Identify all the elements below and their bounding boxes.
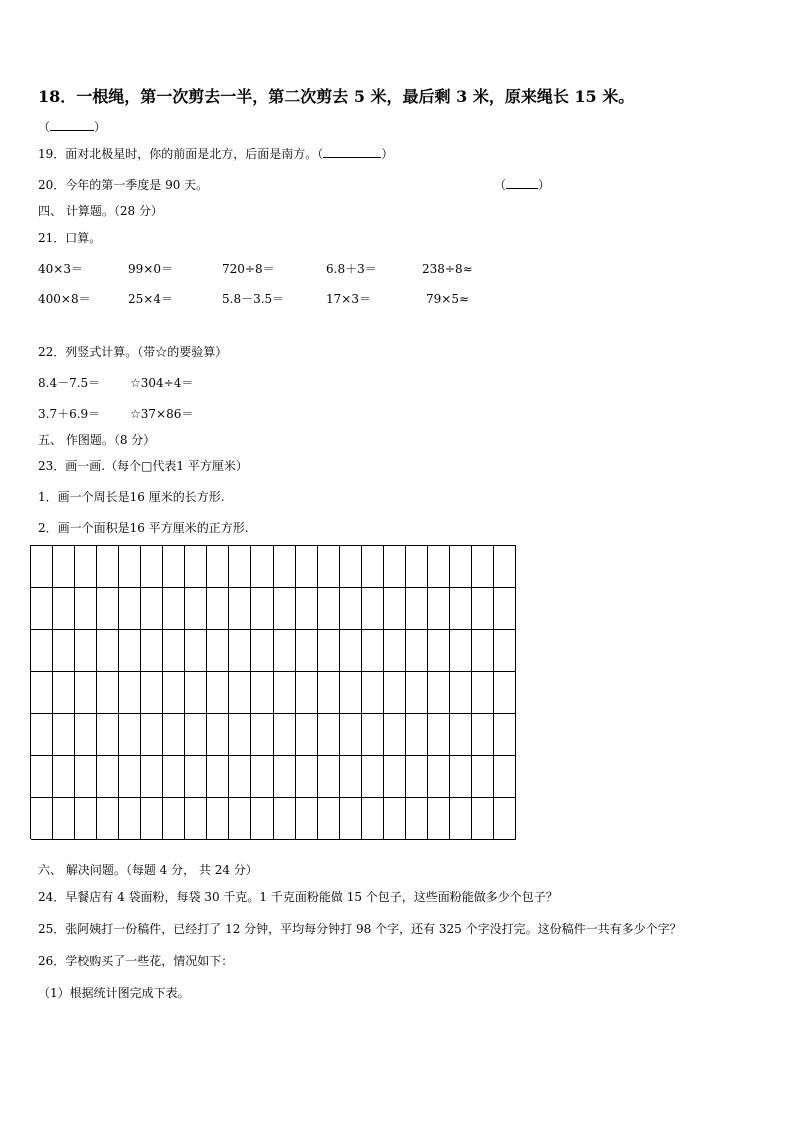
grid-square[interactable] bbox=[251, 714, 273, 756]
grid-square[interactable] bbox=[119, 588, 141, 630]
grid-square[interactable] bbox=[340, 672, 362, 714]
grid-square[interactable] bbox=[296, 546, 318, 588]
grid-square[interactable] bbox=[207, 714, 229, 756]
grid-square[interactable] bbox=[274, 630, 296, 672]
grid-square[interactable] bbox=[472, 546, 494, 588]
grid-square[interactable] bbox=[318, 546, 340, 588]
grid-square[interactable] bbox=[406, 714, 428, 756]
grid-square[interactable] bbox=[185, 588, 207, 630]
grid-square[interactable] bbox=[251, 630, 273, 672]
grid-row bbox=[31, 756, 516, 798]
question-23-item-2: 2．画一个面积是16 平方厘米的正方形. bbox=[38, 521, 249, 535]
grid-square[interactable] bbox=[362, 672, 384, 714]
answer-blank-20[interactable] bbox=[506, 177, 538, 189]
grid-square[interactable] bbox=[207, 672, 229, 714]
grid-square[interactable] bbox=[472, 588, 494, 630]
grid-square[interactable] bbox=[428, 714, 450, 756]
grid-square[interactable] bbox=[296, 588, 318, 630]
grid-square[interactable] bbox=[296, 756, 318, 798]
grid-square[interactable] bbox=[185, 546, 207, 588]
grid-square[interactable] bbox=[185, 714, 207, 756]
grid-square[interactable] bbox=[119, 714, 141, 756]
question-18-answer bbox=[38, 119, 106, 135]
grid-row bbox=[31, 714, 516, 756]
grid-square[interactable] bbox=[163, 756, 185, 798]
grid-square[interactable] bbox=[472, 630, 494, 672]
grid-square[interactable] bbox=[362, 588, 384, 630]
grid-square[interactable] bbox=[31, 546, 53, 588]
grid-square[interactable] bbox=[384, 756, 406, 798]
question-23-item-1: 1．画一个周长是16 厘米的长方形. bbox=[38, 490, 225, 504]
grid-square[interactable] bbox=[53, 714, 75, 756]
grid-square[interactable] bbox=[75, 630, 97, 672]
grid-square[interactable] bbox=[53, 588, 75, 630]
grid-square[interactable] bbox=[53, 756, 75, 798]
question-25-text: 25．张阿姨打一份稿件，已经打了 12 分钟，平均每分钟打 98 个字，还有 325 个字没打完。这份稿件一共有多少个字？ bbox=[38, 922, 682, 936]
grid-square[interactable] bbox=[75, 714, 97, 756]
grid-square[interactable] bbox=[340, 588, 362, 630]
grid-square[interactable] bbox=[31, 588, 53, 630]
grid-square[interactable] bbox=[406, 588, 428, 630]
grid-square[interactable] bbox=[384, 546, 406, 588]
grid-square[interactable] bbox=[428, 588, 450, 630]
grid-square[interactable] bbox=[428, 546, 450, 588]
grid-square[interactable] bbox=[53, 546, 75, 588]
grid-square[interactable] bbox=[494, 798, 516, 840]
grid-square[interactable] bbox=[494, 714, 516, 756]
grid-square[interactable] bbox=[97, 630, 119, 672]
grid-square[interactable] bbox=[428, 798, 450, 840]
question-20-text: 20．今年的第一季度是 90 天。 bbox=[38, 178, 209, 192]
grid-square[interactable] bbox=[406, 672, 428, 714]
oral-calc-item: 79×5≈ bbox=[426, 292, 470, 306]
grid-square[interactable] bbox=[97, 714, 119, 756]
question-19 bbox=[38, 146, 393, 162]
grid-square[interactable] bbox=[207, 798, 229, 840]
grid-square[interactable] bbox=[229, 714, 251, 756]
grid-square[interactable] bbox=[141, 798, 163, 840]
grid-square[interactable] bbox=[494, 546, 516, 588]
grid-square[interactable] bbox=[119, 798, 141, 840]
grid-square[interactable] bbox=[384, 630, 406, 672]
grid-square[interactable] bbox=[296, 798, 318, 840]
question-18-text: 18．一根绳，第一次剪去一半，第二次剪去 5 米，最后剩 3 米，原来绳长 15 米。 bbox=[38, 87, 635, 106]
question-23-title: 23．画一画.（每个□代表1 平方厘米） bbox=[38, 459, 248, 473]
grid-square[interactable] bbox=[494, 756, 516, 798]
grid-square[interactable] bbox=[141, 756, 163, 798]
grid-square[interactable] bbox=[97, 672, 119, 714]
grid-square[interactable] bbox=[318, 756, 340, 798]
grid-square[interactable] bbox=[31, 756, 53, 798]
grid-square[interactable] bbox=[119, 672, 141, 714]
grid-square[interactable] bbox=[53, 798, 75, 840]
grid-row bbox=[31, 798, 516, 840]
oral-calc-item: 25×4＝ bbox=[128, 292, 173, 306]
grid-square[interactable] bbox=[97, 588, 119, 630]
drawing-grid[interactable] bbox=[30, 545, 516, 839]
oral-calc-item: 6.8＋3＝ bbox=[326, 262, 377, 276]
grid-square[interactable] bbox=[340, 798, 362, 840]
oral-calc-item: 400×8＝ bbox=[38, 292, 91, 306]
grid-square[interactable] bbox=[119, 630, 141, 672]
paren-close: ） bbox=[538, 178, 551, 192]
grid-square[interactable] bbox=[428, 672, 450, 714]
grid-square[interactable] bbox=[362, 714, 384, 756]
grid-square[interactable] bbox=[119, 546, 141, 588]
grid-square[interactable] bbox=[406, 798, 428, 840]
grid-square[interactable] bbox=[75, 588, 97, 630]
grid-square[interactable] bbox=[406, 630, 428, 672]
question-24-text: 24．早餐店有 4 袋面粉，每袋 30 千克。1 千克面粉能做 15 个包子，这些面粉能做多少个包子？ bbox=[38, 890, 558, 904]
grid-square[interactable] bbox=[494, 588, 516, 630]
grid-square[interactable] bbox=[141, 546, 163, 588]
grid-square[interactable] bbox=[207, 588, 229, 630]
grid-square[interactable] bbox=[274, 588, 296, 630]
grid-square[interactable] bbox=[207, 546, 229, 588]
grid-square[interactable] bbox=[207, 756, 229, 798]
vertical-calc-item: 3.7＋6.9＝ bbox=[38, 407, 101, 421]
grid-square[interactable] bbox=[163, 798, 185, 840]
grid-row bbox=[31, 588, 516, 630]
grid-square[interactable] bbox=[318, 798, 340, 840]
grid-square[interactable] bbox=[97, 756, 119, 798]
question-26-sub-1: （1）根据统计图完成下表。 bbox=[38, 986, 190, 1000]
grid-row bbox=[31, 546, 516, 588]
grid-square[interactable] bbox=[185, 798, 207, 840]
grid-square[interactable] bbox=[163, 672, 185, 714]
grid-square[interactable] bbox=[141, 630, 163, 672]
grid-square[interactable] bbox=[141, 672, 163, 714]
grid-row bbox=[31, 630, 516, 672]
section-6-title: 六、 解决问题。（每题 4 分， 共 24 分） bbox=[38, 863, 258, 877]
question-21-title: 21．口算。 bbox=[38, 231, 102, 245]
grid-square[interactable] bbox=[251, 546, 273, 588]
vertical-calc-item: ☆37×86＝ bbox=[130, 407, 194, 421]
grid-square[interactable] bbox=[340, 756, 362, 798]
grid-square[interactable] bbox=[251, 756, 273, 798]
grid-square[interactable] bbox=[163, 714, 185, 756]
paren-close: ） bbox=[94, 120, 107, 134]
grid-square[interactable] bbox=[450, 588, 472, 630]
grid-square[interactable] bbox=[53, 672, 75, 714]
grid-square[interactable] bbox=[229, 546, 251, 588]
grid-square[interactable] bbox=[229, 588, 251, 630]
grid-square[interactable] bbox=[274, 756, 296, 798]
question-20-answer bbox=[494, 177, 550, 193]
grid-square[interactable] bbox=[362, 756, 384, 798]
grid-row bbox=[31, 672, 516, 714]
grid-square[interactable] bbox=[97, 798, 119, 840]
grid-square[interactable] bbox=[450, 798, 472, 840]
grid-square[interactable] bbox=[53, 630, 75, 672]
oral-calc-item: 720÷8＝ bbox=[222, 262, 275, 276]
oral-calc-item: 99×0＝ bbox=[128, 262, 173, 276]
grid-square[interactable] bbox=[318, 714, 340, 756]
grid-square[interactable] bbox=[75, 546, 97, 588]
grid-square[interactable] bbox=[141, 588, 163, 630]
section-5-title: 五、 作图题。（8 分） bbox=[38, 433, 156, 447]
grid-square[interactable] bbox=[450, 756, 472, 798]
grid-square[interactable] bbox=[362, 630, 384, 672]
question-26-title: 26．学校购买了一些花，情况如下： bbox=[38, 954, 234, 968]
grid-square[interactable] bbox=[251, 672, 273, 714]
grid-square[interactable] bbox=[362, 546, 384, 588]
question-19-text: 19．面对北极星时，你的前面是北方，后面是南方。（ bbox=[38, 147, 324, 161]
oral-calc-item: 17×3＝ bbox=[326, 292, 371, 306]
grid-square[interactable] bbox=[472, 798, 494, 840]
paren-close: ） bbox=[381, 147, 394, 161]
grid-square[interactable] bbox=[163, 546, 185, 588]
grid-square[interactable] bbox=[251, 588, 273, 630]
grid-square[interactable] bbox=[274, 672, 296, 714]
answer-blank-18[interactable] bbox=[50, 119, 94, 131]
oral-calc-item: 5.8－3.5＝ bbox=[222, 292, 285, 306]
grid-square[interactable] bbox=[472, 672, 494, 714]
grid-square[interactable] bbox=[31, 672, 53, 714]
grid-square[interactable] bbox=[97, 546, 119, 588]
grid-square[interactable] bbox=[472, 756, 494, 798]
answer-blank-19[interactable] bbox=[323, 146, 381, 158]
grid-square[interactable] bbox=[406, 546, 428, 588]
vertical-calc-item: ☆304÷4＝ bbox=[130, 376, 194, 390]
grid-square[interactable] bbox=[296, 714, 318, 756]
section-4-title: 四、 计算题。（28 分） bbox=[38, 204, 163, 218]
grid-square[interactable] bbox=[163, 630, 185, 672]
vertical-calc-item: 8.4－7.5＝ bbox=[38, 376, 101, 390]
question-22-title: 22．列竖式计算。（带☆的要验算） bbox=[38, 345, 228, 359]
grid-square[interactable] bbox=[362, 798, 384, 840]
grid-square[interactable] bbox=[450, 546, 472, 588]
grid-square[interactable] bbox=[428, 630, 450, 672]
grid-square[interactable] bbox=[31, 798, 53, 840]
grid-square[interactable] bbox=[450, 714, 472, 756]
grid-square[interactable] bbox=[296, 630, 318, 672]
grid-square[interactable] bbox=[318, 588, 340, 630]
grid-square[interactable] bbox=[428, 756, 450, 798]
grid-square[interactable] bbox=[75, 756, 97, 798]
grid-square[interactable] bbox=[251, 798, 273, 840]
oral-calc-item: 238÷8≈ bbox=[422, 262, 473, 276]
grid-square[interactable] bbox=[119, 756, 141, 798]
grid-square[interactable] bbox=[340, 630, 362, 672]
grid-square[interactable] bbox=[384, 714, 406, 756]
grid-square[interactable] bbox=[229, 756, 251, 798]
grid-square[interactable] bbox=[450, 630, 472, 672]
grid-square[interactable] bbox=[384, 588, 406, 630]
grid-square[interactable] bbox=[185, 756, 207, 798]
grid-square[interactable] bbox=[31, 714, 53, 756]
grid-square[interactable] bbox=[31, 630, 53, 672]
grid-square[interactable] bbox=[318, 630, 340, 672]
grid-square[interactable] bbox=[185, 630, 207, 672]
grid-square[interactable] bbox=[406, 756, 428, 798]
grid-square[interactable] bbox=[185, 672, 207, 714]
grid-square[interactable] bbox=[229, 630, 251, 672]
paren-open: （ bbox=[38, 120, 51, 134]
grid-square[interactable] bbox=[472, 714, 494, 756]
grid-square[interactable] bbox=[450, 672, 472, 714]
grid-square[interactable] bbox=[340, 546, 362, 588]
grid-square[interactable] bbox=[296, 672, 318, 714]
grid-square[interactable] bbox=[494, 672, 516, 714]
grid-square[interactable] bbox=[274, 798, 296, 840]
oral-calc-item: 40×3＝ bbox=[38, 262, 83, 276]
grid-square[interactable] bbox=[384, 798, 406, 840]
grid-square[interactable] bbox=[274, 714, 296, 756]
grid-square[interactable] bbox=[163, 588, 185, 630]
grid-square[interactable] bbox=[229, 672, 251, 714]
grid-square[interactable] bbox=[75, 798, 97, 840]
grid-square[interactable] bbox=[340, 714, 362, 756]
grid-square[interactable] bbox=[141, 714, 163, 756]
paren-open: （ bbox=[494, 178, 507, 192]
grid-square[interactable] bbox=[318, 672, 340, 714]
grid-square[interactable] bbox=[229, 798, 251, 840]
grid-square[interactable] bbox=[494, 630, 516, 672]
grid-square[interactable] bbox=[384, 672, 406, 714]
grid-square[interactable] bbox=[75, 672, 97, 714]
grid-square[interactable] bbox=[274, 546, 296, 588]
grid-square[interactable] bbox=[207, 630, 229, 672]
